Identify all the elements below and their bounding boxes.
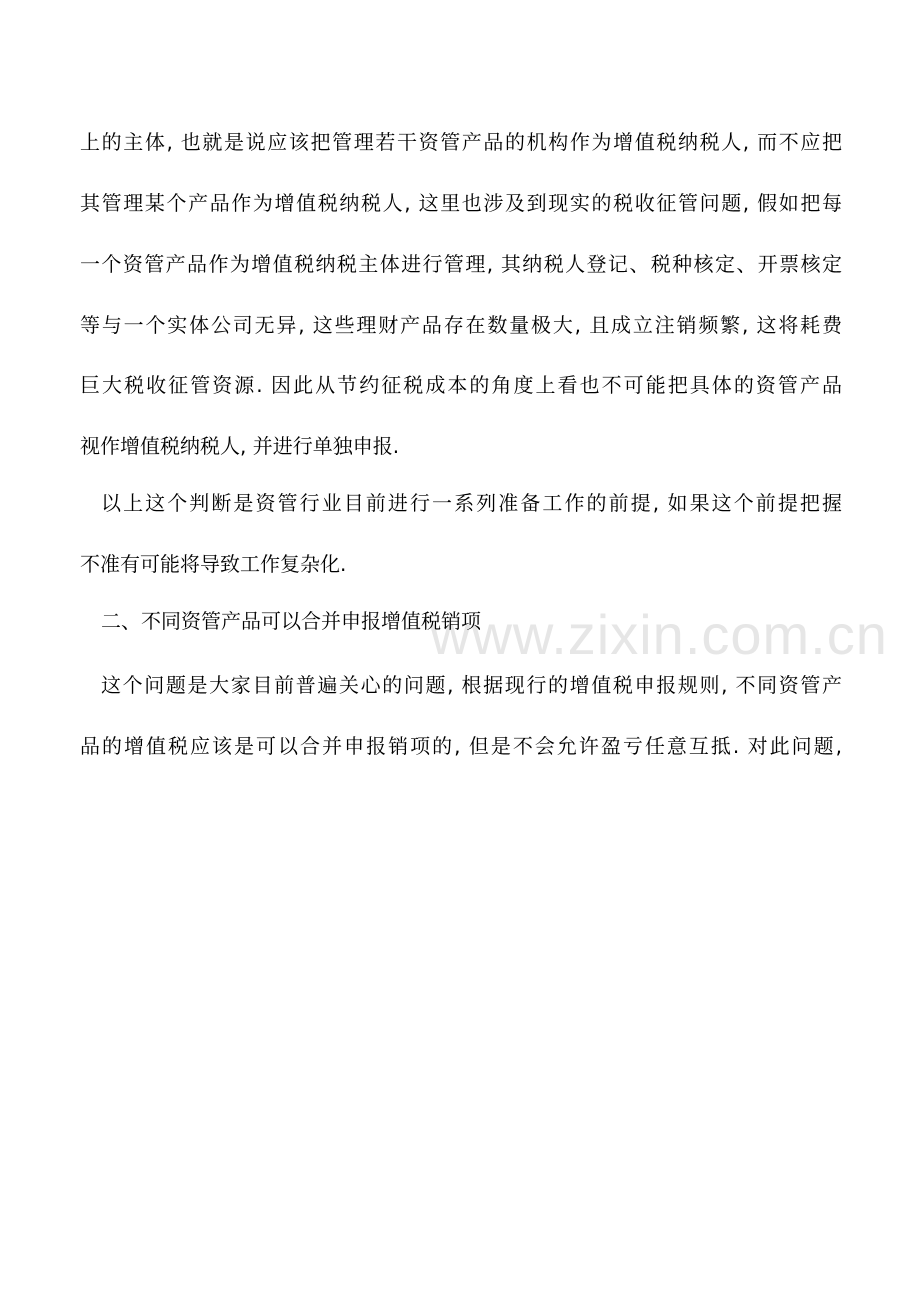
paragraph-line: 不准有可能将导致工作复杂化.	[80, 552, 347, 576]
paragraph-line: 以上这个判断是资管行业目前进行一系列准备工作的前提, 如果这个前提把握	[101, 491, 842, 515]
paragraph-line: 一个资管产品作为增值税纳税主体进行管理, 其纳税人登记、税种核定、开票核定	[80, 252, 842, 276]
paragraph-line: 等与一个实体公司无异, 这些理财产品存在数量极大, 且成立注销频繁, 这将耗费	[80, 313, 842, 337]
paragraph-line: 这个问题是大家目前普遍关心的问题, 根据现行的增值税申报规则, 不同资管产	[101, 673, 842, 697]
paragraph-line: 品的增值税应该是可以合并申报销项的, 但是不会允许盈亏任意互抵. 对此问题,	[80, 734, 842, 758]
paragraph-line: 视作增值税纳税人, 并进行单独申报.	[80, 434, 400, 458]
paragraph-line: 其管理某个产品作为增值税纳税人, 这里也涉及到现实的税收征管问题, 假如把每	[80, 191, 842, 215]
paragraph-line: 上的主体, 也就是说应该把管理若干资管产品的机构作为增值税纳税人, 而不应把	[80, 130, 842, 154]
paragraph-line: 巨大税收征管资源. 因此从节约征税成本的角度上看也不可能把具体的资管产品	[80, 373, 842, 397]
section-heading-text: 二、不同资管产品可以合并申报增值税销项	[101, 609, 481, 633]
watermark: www.zixin.com.cn	[430, 603, 888, 666]
